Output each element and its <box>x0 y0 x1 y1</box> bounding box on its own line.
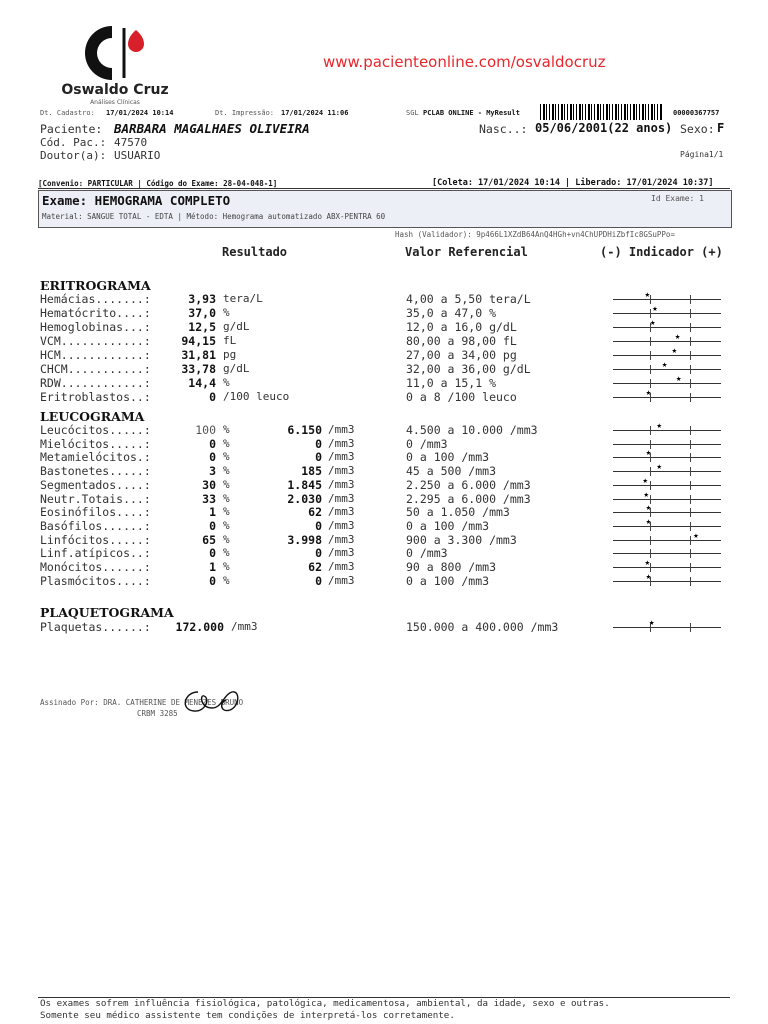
lab-logo <box>60 22 170 110</box>
row-reference: 80,00 a 98,00 fL <box>406 334 517 348</box>
indicator-axis <box>613 485 721 486</box>
indicator-star-icon: ★ <box>650 318 656 328</box>
row-label: Bastonetes.....: <box>40 464 151 479</box>
convenio: [Convenio: PARTICULAR | Código do Exame: 28-04-048-1] <box>38 179 278 188</box>
row-percent-unit: % <box>223 423 230 436</box>
row-label: Neutr.Totais...: <box>40 491 151 506</box>
indicator-axis <box>613 567 721 568</box>
leucograma-row <box>0 571 768 588</box>
row-indicator <box>613 475 721 490</box>
row-absolute-unit: /mm3 <box>328 518 355 532</box>
section-leucograma: LEUCOGRAMA <box>40 409 145 424</box>
row-unit: % <box>223 306 230 319</box>
row-unit: /100 leuco <box>223 390 290 403</box>
indicator-limit-tick <box>690 426 691 435</box>
leucograma-row <box>0 546 768 560</box>
row-reference: 0 a 100 /mm3 <box>406 573 490 588</box>
row-absolute-unit: /mm3 <box>328 491 355 505</box>
row-value: 37,0 <box>188 306 216 320</box>
indicator-star-icon: ★ <box>645 388 652 398</box>
indicator-axis <box>613 526 721 527</box>
cod-label: Cód. Pac.: <box>40 136 107 149</box>
indicator-axis <box>613 553 721 554</box>
header-resultado: Resultado <box>222 245 288 259</box>
indicator-star-icon: ★ <box>693 530 699 541</box>
row-percent: 0 <box>209 450 216 465</box>
indicator-limit-tick <box>650 379 651 388</box>
row-absolute: 185 <box>301 464 322 479</box>
row-absolute-unit: /mm3 <box>328 560 355 573</box>
indicator-star-icon: ★ <box>642 475 648 486</box>
row-value: 172.000 <box>175 620 224 634</box>
indicator-star-icon: ★ <box>645 516 652 527</box>
row-label: Leucócitos.....: <box>40 423 151 437</box>
impressao-label: Dt. Impressão: <box>215 109 275 117</box>
patient-name: BARBARA MAGALHAES OLIVEIRA <box>114 121 310 136</box>
row-percent: 100 <box>195 423 216 437</box>
doutor-value: USUARIO <box>114 149 161 162</box>
indicator-star-icon: ★ <box>671 346 678 356</box>
indicator-axis <box>613 313 721 314</box>
row-indicator <box>613 374 721 388</box>
footer-line-2: Somente seu médico assistente tem condições de interpretá-los corretamente. <box>40 1010 455 1021</box>
section-eritrograma: ERITROGRAMA <box>40 278 151 293</box>
row-indicator <box>613 618 721 632</box>
indicator-limit-tick <box>690 623 691 632</box>
leucograma-row <box>0 475 768 492</box>
row-absolute: 0 <box>315 546 322 561</box>
indicator-limit-tick <box>650 337 651 346</box>
row-indicator <box>613 439 721 449</box>
indicator-limit-tick <box>650 549 651 558</box>
row-label: Basófilos......: <box>40 518 151 533</box>
row-indicator <box>613 360 721 374</box>
indicator-axis <box>613 397 721 398</box>
exam-id: Id Exame: 1 <box>651 194 704 203</box>
doutor-label: Doutor(a): <box>40 149 107 162</box>
row-absolute: 0 <box>315 436 322 451</box>
row-percent-unit: % <box>223 560 230 573</box>
eritrograma-row <box>0 334 768 348</box>
indicator-star-icon: ★ <box>645 503 652 514</box>
indicator-limit-tick <box>650 365 651 374</box>
indicator-star-icon: ★ <box>644 558 651 568</box>
row-indicator <box>613 462 721 476</box>
row-percent: 0 <box>209 573 216 588</box>
indicator-axis <box>613 444 721 445</box>
sexo-value: F <box>717 121 725 135</box>
signature-crbm: CRBM 3285 <box>137 709 178 718</box>
leucograma-row <box>0 505 768 519</box>
indicator-limit-tick <box>690 440 691 449</box>
indicator-limit-tick <box>690 508 691 517</box>
divider-top <box>38 188 730 189</box>
cod-value: 47570 <box>114 136 148 149</box>
row-label: RDW............: <box>40 376 151 390</box>
row-reference: 900 a 3.300 /mm3 <box>406 532 517 547</box>
logo-subtitle: Análises Clínicas <box>90 99 140 106</box>
row-absolute-unit: /mm3 <box>328 546 355 560</box>
row-percent: 65 <box>202 532 216 547</box>
indicator-star-icon: ★ <box>644 290 651 300</box>
row-reference: 0 /mm3 <box>406 546 448 561</box>
row-value: 0 <box>209 390 216 404</box>
indicator-axis <box>613 581 721 582</box>
indicator-limit-tick <box>690 365 691 374</box>
row-indicator <box>613 332 721 346</box>
row-absolute-unit: /mm3 <box>328 436 355 450</box>
indicator-axis <box>613 627 721 628</box>
row-indicator <box>613 290 721 304</box>
row-value: 33,78 <box>181 362 216 376</box>
row-indicator <box>613 558 721 572</box>
row-percent: 0 <box>209 546 216 561</box>
exam-material: Material: SANGUE TOTAL - EDTA | Método: Hemograma automatizado ABX-PENTRA 60 <box>42 212 386 221</box>
leucograma-row <box>0 450 768 464</box>
row-indicator <box>613 503 721 517</box>
row-label: Hemoglobinas...: <box>40 320 151 334</box>
indicator-limit-tick <box>650 309 651 318</box>
exam-box <box>38 190 732 228</box>
row-percent-unit: % <box>223 532 230 546</box>
row-reference: 11,0 a 15,1 % <box>406 376 497 390</box>
indicator-limit-tick <box>690 323 691 332</box>
coleta-liberado: [Coleta: 17/01/2024 10:14 | Liberado: 17/01/2024 10:37] <box>432 178 714 188</box>
row-value: 12,5 <box>188 320 216 334</box>
row-label: CHCM...........: <box>40 362 151 376</box>
row-indicator <box>613 489 721 504</box>
logo-name: Oswaldo Cruz <box>61 82 169 98</box>
row-reference: 35,0 a 47,0 % <box>406 306 497 320</box>
indicator-axis <box>613 540 721 541</box>
exam-title: Exame: HEMOGRAMA COMPLETO <box>42 193 231 208</box>
row-indicator <box>613 530 721 545</box>
nasc-value: 05/06/2001(22 anos) <box>535 121 673 135</box>
patient-label: Paciente: <box>40 122 103 136</box>
row-reference: 0 a 100 /mm3 <box>406 450 490 465</box>
row-percent-unit: % <box>223 491 230 505</box>
cadastro-label: Dt. Cadastro: <box>40 109 95 117</box>
row-label: Linfócitos.....: <box>40 532 151 547</box>
plaquetograma-row <box>0 620 768 634</box>
row-reference: 4.500 a 10.000 /mm3 <box>406 423 538 437</box>
row-label: Hemácias.......: <box>40 292 151 306</box>
indicator-limit-tick <box>690 379 691 388</box>
indicator-limit-tick <box>690 549 691 558</box>
indicator-limit-tick <box>650 351 651 360</box>
indicator-star-icon: ★ <box>645 571 652 582</box>
indicator-axis <box>613 327 721 328</box>
row-absolute: 6.150 <box>287 423 322 437</box>
page-number: Página1/1 <box>680 150 724 159</box>
row-percent: 3 <box>209 464 216 479</box>
sgl-label: SGL <box>406 109 419 117</box>
indicator-limit-tick <box>690 522 691 531</box>
indicator-star-icon: ★ <box>643 489 649 500</box>
indicator-limit-tick <box>690 309 691 318</box>
row-percent: 0 <box>209 518 216 533</box>
hash-validator: Hash (Validador): 9p466L1XZdB64AnQ4HGh+vn4ChUPDHiZbfIc8GSuPPo= <box>395 230 675 239</box>
row-absolute: 0 <box>315 450 322 465</box>
row-reference: 90 a 800 /mm3 <box>406 560 497 574</box>
sexo-label: Sexo: <box>680 122 715 136</box>
indicator-star-icon: ★ <box>661 360 668 370</box>
row-absolute-unit: /mm3 <box>328 505 355 519</box>
row-reference: 45 a 500 /mm3 <box>406 464 497 479</box>
logo-mark <box>60 22 170 84</box>
indicator-star-icon: ★ <box>674 332 681 342</box>
leucograma-row <box>0 530 768 547</box>
row-absolute: 2.030 <box>287 491 322 506</box>
leucograma-row <box>0 516 768 533</box>
row-unit: pg <box>223 348 237 361</box>
row-percent-unit: % <box>223 518 230 532</box>
row-label: Metamielócitos.: <box>40 450 151 465</box>
indicator-limit-tick <box>690 495 691 504</box>
row-reference: 2.295 a 6.000 /mm3 <box>406 491 531 506</box>
sgl-value: PCLAB ONLINE - MyResult <box>423 109 520 117</box>
row-absolute: 0 <box>315 518 322 533</box>
row-absolute: 62 <box>308 560 322 574</box>
leucograma-row <box>0 423 768 437</box>
row-reference: 27,00 a 34,00 pg <box>406 348 517 362</box>
indicator-limit-tick <box>650 467 651 476</box>
row-indicator <box>613 516 721 531</box>
indicator-limit-tick <box>650 426 651 435</box>
row-value: 14,4 <box>188 376 216 390</box>
row-label: Mielócitos.....: <box>40 436 151 451</box>
row-label: Eosinófilos....: <box>40 505 151 520</box>
indicator-limit-tick <box>690 467 691 476</box>
row-unit: g/dL <box>223 362 250 375</box>
section-plaquetograma: PLAQUETOGRAMA <box>40 605 174 620</box>
row-label: VCM............: <box>40 334 151 348</box>
indicator-limit-tick <box>650 536 651 545</box>
row-absolute-unit: /mm3 <box>328 450 355 464</box>
header-indicador: (-) Indicador (+) <box>600 245 723 259</box>
indicator-limit-tick <box>650 495 651 504</box>
handwritten-signature <box>178 684 248 718</box>
leucograma-row <box>0 560 768 574</box>
leucograma-row <box>0 489 768 506</box>
row-value: 31,81 <box>181 348 216 362</box>
indicator-axis <box>613 471 721 472</box>
signature-label: Assinado Por: DRA. CATHERINE DE MENEZES BRUNO <box>40 698 244 707</box>
indicator-star-icon: ★ <box>648 618 655 628</box>
row-absolute: 1.845 <box>287 477 322 492</box>
row-label: Plaquetas......: <box>40 620 151 634</box>
row-percent: 1 <box>209 505 216 520</box>
row-reference: 50 a 1.050 /mm3 <box>406 505 510 520</box>
cadastro-date: 17/01/2024 10:14 <box>106 109 174 117</box>
row-indicator <box>613 304 721 318</box>
row-indicator <box>613 448 721 462</box>
indicator-axis <box>613 457 721 458</box>
eritrograma-row <box>0 348 768 362</box>
indicator-axis <box>613 299 721 300</box>
row-percent: 33 <box>202 491 216 506</box>
indicator-star-icon: ★ <box>675 374 682 384</box>
row-unit: % <box>223 376 230 389</box>
leucograma-row <box>0 464 768 478</box>
row-label: Eritroblastos..: <box>40 390 151 404</box>
row-reference: 32,00 a 36,00 g/dL <box>406 362 531 376</box>
indicator-star-icon: ★ <box>656 462 662 473</box>
row-percent-unit: % <box>223 546 230 560</box>
row-absolute-unit: /mm3 <box>328 477 355 491</box>
row-unit: tera/L <box>223 292 263 305</box>
row-indicator <box>613 571 721 586</box>
row-unit: g/dL <box>223 320 250 333</box>
row-percent-unit: % <box>223 450 230 464</box>
row-reference: 0 /mm3 <box>406 436 448 451</box>
indicator-star-icon: ★ <box>645 448 652 459</box>
request-code: 00000367757 <box>673 109 720 117</box>
row-indicator <box>613 421 721 435</box>
row-value: 3,93 <box>188 292 216 306</box>
indicator-limit-tick <box>650 440 651 449</box>
indicator-axis <box>613 512 721 513</box>
row-reference: 4,00 a 5,50 tera/L <box>406 292 531 306</box>
indicator-axis <box>613 499 721 500</box>
row-label: Hematócrito....: <box>40 306 151 320</box>
footer-line-1: Os exames sofrem influência fisiológica, patológica, medicamentosa, ambiental, da idade, sexo e outras. <box>40 998 610 1009</box>
nasc-label: Nasc..: <box>479 122 528 136</box>
row-absolute-unit: /mm3 <box>328 464 355 478</box>
row-unit: /mm3 <box>231 620 258 633</box>
row-percent-unit: % <box>223 477 230 491</box>
row-indicator <box>613 548 721 558</box>
barcode <box>540 104 662 120</box>
row-percent: 0 <box>209 436 216 451</box>
indicator-limit-tick <box>690 393 691 402</box>
indicator-limit-tick <box>690 453 691 462</box>
indicator-limit-tick <box>690 577 691 586</box>
indicator-limit-tick <box>690 295 691 304</box>
indicator-limit-tick <box>690 563 691 572</box>
row-percent-unit: % <box>223 573 230 587</box>
indicator-limit-tick <box>690 351 691 360</box>
row-percent: 1 <box>209 560 216 574</box>
row-percent-unit: % <box>223 436 230 450</box>
indicator-limit-tick <box>690 536 691 545</box>
row-reference: 2.250 a 6.000 /mm3 <box>406 477 531 492</box>
website-link[interactable]: www.pacienteonline.com/osvaldocruz <box>323 53 606 71</box>
row-indicator <box>613 388 721 402</box>
row-value: 94,15 <box>181 334 216 348</box>
row-label: HCM............: <box>40 348 151 362</box>
row-unit: fL <box>223 334 237 347</box>
eritrograma-row <box>0 320 768 334</box>
row-absolute: 3.998 <box>287 532 322 547</box>
indicator-axis <box>613 341 721 342</box>
row-label: Linf.atípicos..: <box>40 546 151 561</box>
row-reference: 0 a 8 /100 leuco <box>406 390 517 404</box>
row-percent: 30 <box>202 477 216 492</box>
row-reference: 12,0 a 16,0 g/dL <box>406 320 517 334</box>
row-label: Plasmócitos....: <box>40 573 151 588</box>
row-indicator <box>613 346 721 360</box>
indicator-axis <box>613 383 721 384</box>
eritrograma-row <box>0 376 768 390</box>
row-percent-unit: % <box>223 505 230 519</box>
indicator-star-icon: ★ <box>656 421 662 431</box>
leucograma-row <box>0 437 768 451</box>
row-absolute-unit: /mm3 <box>328 573 355 587</box>
row-absolute-unit: /mm3 <box>328 532 355 546</box>
row-reference: 150.000 a 400.000 /mm3 <box>406 620 559 634</box>
indicator-limit-tick <box>650 481 651 490</box>
indicator-limit-tick <box>690 481 691 490</box>
row-absolute: 62 <box>308 505 322 520</box>
eritrograma-row <box>0 390 768 404</box>
row-label: Monócitos......: <box>40 560 151 574</box>
indicator-axis <box>613 355 721 356</box>
row-reference: 0 a 100 /mm3 <box>406 518 490 533</box>
row-absolute: 0 <box>315 573 322 588</box>
indicator-axis <box>613 430 721 431</box>
row-indicator <box>613 318 721 332</box>
indicator-limit-tick <box>690 337 691 346</box>
row-absolute-unit: /mm3 <box>328 423 355 436</box>
row-percent-unit: % <box>223 464 230 478</box>
eritrograma-row <box>0 362 768 376</box>
indicator-star-icon: ★ <box>652 304 658 314</box>
row-label: Segmentados....: <box>40 477 151 492</box>
impressao-date: 17/01/2024 11:06 <box>281 109 349 117</box>
header-referencia: Valor Referencial <box>405 245 528 259</box>
